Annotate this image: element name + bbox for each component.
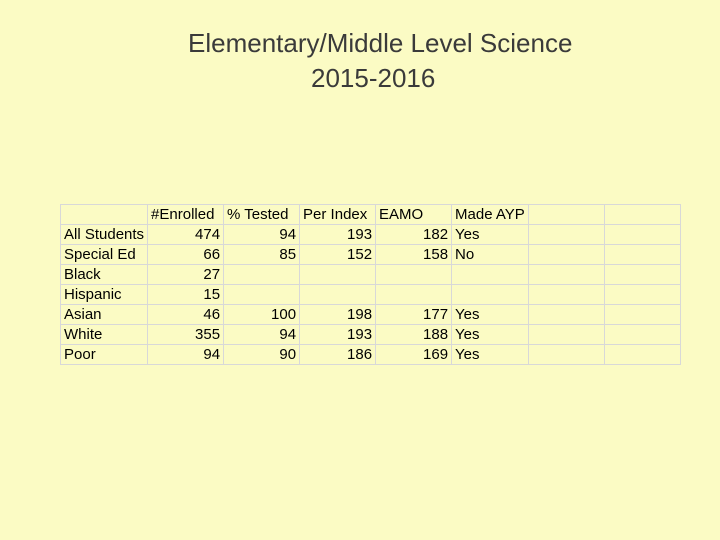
eamo-cell: 169 xyxy=(376,345,452,365)
per-index-cell xyxy=(300,265,376,285)
empty-cell xyxy=(528,325,604,345)
tested-cell xyxy=(224,265,300,285)
tested-cell: 94 xyxy=(224,225,300,245)
made-ayp-cell xyxy=(452,265,529,285)
group-cell: Black xyxy=(61,265,148,285)
enrolled-cell: 355 xyxy=(148,325,224,345)
header-cell xyxy=(528,205,604,225)
per-index-cell: 193 xyxy=(300,325,376,345)
enrolled-cell: 27 xyxy=(148,265,224,285)
header-cell xyxy=(604,205,680,225)
made-ayp-cell xyxy=(452,285,529,305)
made-ayp-cell: Yes xyxy=(452,305,529,325)
empty-cell xyxy=(604,325,680,345)
per-index-cell: 186 xyxy=(300,345,376,365)
table-row xyxy=(61,345,681,365)
tested-cell xyxy=(224,285,300,305)
page-subtitle-year: 2015-2016 xyxy=(311,63,436,93)
empty-cell xyxy=(604,305,680,325)
group-cell: Poor xyxy=(61,345,148,365)
per-index-cell: 198 xyxy=(300,305,376,325)
group-cell: All Students xyxy=(61,225,148,245)
empty-cell xyxy=(604,345,680,365)
tested-cell: 90 xyxy=(224,345,300,365)
table-row xyxy=(61,305,681,325)
empty-cell xyxy=(528,305,604,325)
page-title: Elementary/Middle Level Science xyxy=(188,28,573,58)
science-ayp-table xyxy=(60,204,681,365)
eamo-cell: 182 xyxy=(376,225,452,245)
group-cell: Hispanic xyxy=(61,285,148,305)
enrolled-cell: 46 xyxy=(148,305,224,325)
tested-cell: 85 xyxy=(224,245,300,265)
eamo-cell: 188 xyxy=(376,325,452,345)
empty-cell xyxy=(604,245,680,265)
made-ayp-cell: Yes xyxy=(452,225,529,245)
empty-cell xyxy=(528,225,604,245)
eamo-cell: 158 xyxy=(376,245,452,265)
eamo-cell: 177 xyxy=(376,305,452,325)
enrolled-cell: 94 xyxy=(148,345,224,365)
table-row xyxy=(61,285,681,305)
enrolled-cell: 15 xyxy=(148,285,224,305)
enrolled-cell: 474 xyxy=(148,225,224,245)
header-cell: #Enrolled xyxy=(148,205,224,225)
made-ayp-cell: No xyxy=(452,245,529,265)
table-row xyxy=(61,225,681,245)
table-row xyxy=(61,245,681,265)
empty-cell xyxy=(528,345,604,365)
eamo-cell xyxy=(376,265,452,285)
eamo-cell xyxy=(376,285,452,305)
header-cell xyxy=(61,205,148,225)
table-header-row xyxy=(61,205,681,225)
empty-cell xyxy=(604,265,680,285)
header-cell: Per Index xyxy=(300,205,376,225)
per-index-cell xyxy=(300,285,376,305)
per-index-cell: 152 xyxy=(300,245,376,265)
tested-cell: 94 xyxy=(224,325,300,345)
empty-cell xyxy=(604,225,680,245)
table-row xyxy=(61,265,681,285)
empty-cell xyxy=(528,265,604,285)
made-ayp-cell: Yes xyxy=(452,325,529,345)
table-row xyxy=(61,325,681,345)
empty-cell xyxy=(528,245,604,265)
made-ayp-cell: Yes xyxy=(452,345,529,365)
tested-cell: 100 xyxy=(224,305,300,325)
group-cell: Special Ed xyxy=(61,245,148,265)
header-cell: % Tested xyxy=(224,205,300,225)
empty-cell xyxy=(604,285,680,305)
group-cell: White xyxy=(61,325,148,345)
empty-cell xyxy=(528,285,604,305)
header-cell: Made AYP xyxy=(452,205,529,225)
per-index-cell: 193 xyxy=(300,225,376,245)
group-cell: Asian xyxy=(61,305,148,325)
enrolled-cell: 66 xyxy=(148,245,224,265)
header-cell: EAMO xyxy=(376,205,452,225)
